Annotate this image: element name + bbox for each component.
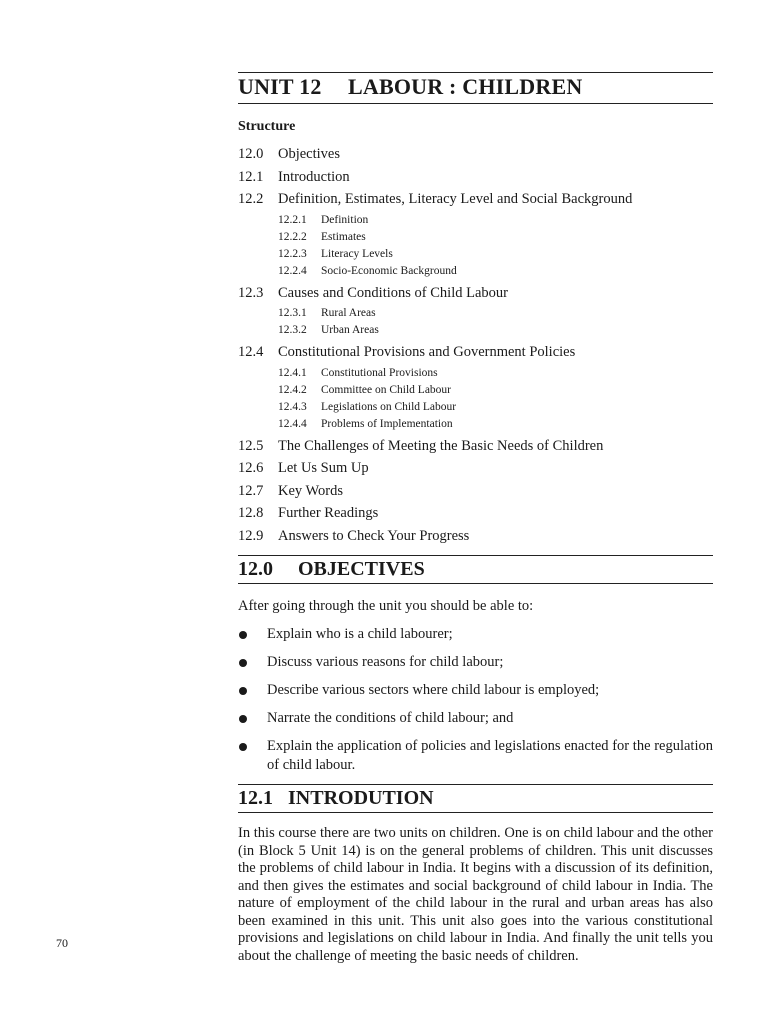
toc-item-number: 12.5: [238, 437, 264, 454]
toc-subitem-label: Urban Areas: [321, 324, 379, 336]
objective-text: Discuss various reasons for child labour;: [267, 654, 504, 670]
objective-text: Describe various sectors where child labour is employed;: [267, 682, 600, 698]
bullet-icon: [238, 737, 267, 775]
toc-item-number: 12.1: [238, 168, 264, 185]
toc-subitem-label: Rural Areas: [321, 307, 376, 319]
toc-subitem-label: Problems of Implementation: [321, 417, 453, 430]
list-item: [238, 625, 713, 644]
introduction-section: [238, 784, 713, 965]
toc-item: [238, 282, 713, 305]
toc-subitem-number: 12.4.3: [278, 400, 307, 413]
toc-subitem-number: 12.4.2: [278, 383, 307, 396]
table-of-contents: [238, 143, 713, 547]
introduction-paragraph: In this course there are two units on children. One is on child labour and the other (in Block 5 Unit 14) is on the general problems of children. This unit discusses the problems of child labour in India. It begins with a discussion of its definition, and then gives the estimates and social background of child labour in India. The nature of employment of the child labour in the rural and urban areas has also been examined in this unit. This unit also goes into the various constitutional provisions and legislations on child labour in India. And finally the unit tells you about the challenge of meeting the basic needs of children.: [238, 825, 713, 964]
toc-subitem: [278, 246, 713, 263]
unit-heading-bottom-rule: [238, 103, 713, 104]
objectives-number: 12.0: [238, 558, 273, 580]
toc-subitem-label: Legislations on Child Labour: [321, 400, 457, 413]
toc-item-number: 12.4: [238, 344, 264, 360]
objectives-title: OBJECTIVES: [298, 558, 425, 580]
list-item: [238, 681, 713, 700]
toc-subitem-number: 12.2.1: [278, 213, 307, 226]
toc-subitem-number: 12.2.3: [278, 247, 307, 260]
objective-text: Explain who is a child labourer;: [267, 626, 453, 642]
list-item: [238, 653, 713, 672]
toc-subitem: [278, 382, 713, 399]
toc-subsection-list: [238, 212, 713, 280]
toc-subitem-number: 12.2.4: [278, 264, 307, 277]
toc-subitem: [278, 305, 713, 322]
toc-subitem-label: Committee on Child Labour: [321, 383, 451, 396]
toc-item: [238, 143, 713, 166]
list-item: [238, 709, 713, 728]
toc-item: [238, 435, 713, 458]
toc-subitem: [278, 263, 713, 280]
objectives-lead: After going through the unit you should be able to:: [238, 598, 534, 614]
bullet-icon: [238, 625, 267, 644]
toc-item: [238, 166, 713, 189]
toc-item-number: 12.9: [238, 527, 264, 544]
toc-subitem-number: 12.3.1: [278, 307, 307, 319]
toc-subitem-label: Estimates: [321, 230, 366, 243]
toc-subitem: [278, 212, 713, 229]
toc-subitem-number: 12.4.4: [278, 417, 307, 430]
toc-item-number: 12.2: [238, 191, 264, 207]
toc-item-number: 12.7: [238, 482, 264, 499]
introduction-heading: [238, 785, 713, 812]
toc-item: [238, 502, 713, 525]
introduction-title: INTRODUTION: [288, 787, 434, 809]
toc-item-label: Definition, Estimates, Literacy Level and Social Background: [278, 191, 633, 207]
toc-subitem: [278, 229, 713, 246]
page-content: [238, 72, 713, 965]
toc-item-label: Further Readings: [278, 505, 379, 521]
toc-subitem-label: Constitutional Provisions: [321, 366, 438, 379]
toc-subitem-label: Literacy Levels: [321, 247, 393, 260]
toc-item: [238, 525, 713, 548]
toc-item-label: Key Words: [278, 482, 344, 499]
page-number: 70: [56, 936, 68, 950]
introduction-bottom-rule: [238, 812, 713, 813]
unit-heading: [238, 73, 713, 103]
toc-item-label: Causes and Conditions of Child Labour: [278, 284, 508, 301]
objectives-heading: [238, 556, 713, 583]
toc-item-number: 12.8: [238, 505, 264, 521]
toc-item: [238, 341, 713, 364]
toc-item-number: 12.6: [238, 460, 264, 476]
toc-subitem-label: Socio-Economic Background: [321, 264, 457, 277]
introduction-number: 12.1: [238, 787, 273, 809]
objectives-section: [238, 555, 713, 775]
toc-subsection-list: [238, 305, 713, 339]
toc-subitem: [278, 399, 713, 416]
toc-item: [238, 480, 713, 503]
toc-item-label: Objectives: [278, 146, 341, 162]
bullet-icon: [238, 681, 267, 700]
toc-subitem-number: 12.4.1: [278, 366, 307, 379]
objective-text: Explain the application of policies and legislations enacted for the regulation of child labour.: [267, 738, 713, 773]
toc-item-number: 12.0: [238, 146, 264, 162]
toc-item: [238, 188, 713, 211]
toc-subitem-label: Definition: [321, 213, 369, 226]
toc-subsection-list: [238, 365, 713, 433]
toc-item: [238, 457, 713, 480]
toc-subitem: [278, 322, 713, 339]
toc-subitem: [278, 365, 713, 382]
unit-title: LABOUR : CHILDREN: [348, 74, 583, 99]
unit-number: UNIT 12: [238, 74, 322, 99]
toc-item-label: Answers to Check Your Progress: [278, 527, 470, 544]
toc-item-label: Let Us Sum Up: [278, 460, 369, 476]
bullet-icon: [238, 709, 267, 728]
structure-label: Structure: [238, 119, 296, 134]
toc-subitem-number: 12.3.2: [278, 324, 307, 336]
objectives-bottom-rule: [238, 583, 713, 584]
objective-text: Narrate the conditions of child labour; and: [267, 710, 514, 726]
toc-item-label: Constitutional Provisions and Government Policies: [278, 344, 576, 360]
toc-item-label: Introduction: [278, 168, 350, 185]
objectives-list: [238, 625, 713, 775]
list-item: [238, 737, 713, 775]
toc-subitem: [278, 416, 713, 433]
toc-subitem-number: 12.2.2: [278, 230, 307, 243]
bullet-icon: [238, 653, 267, 672]
toc-item-number: 12.3: [238, 284, 264, 301]
toc-item-label: The Challenges of Meeting the Basic Needs of Children: [278, 437, 604, 454]
